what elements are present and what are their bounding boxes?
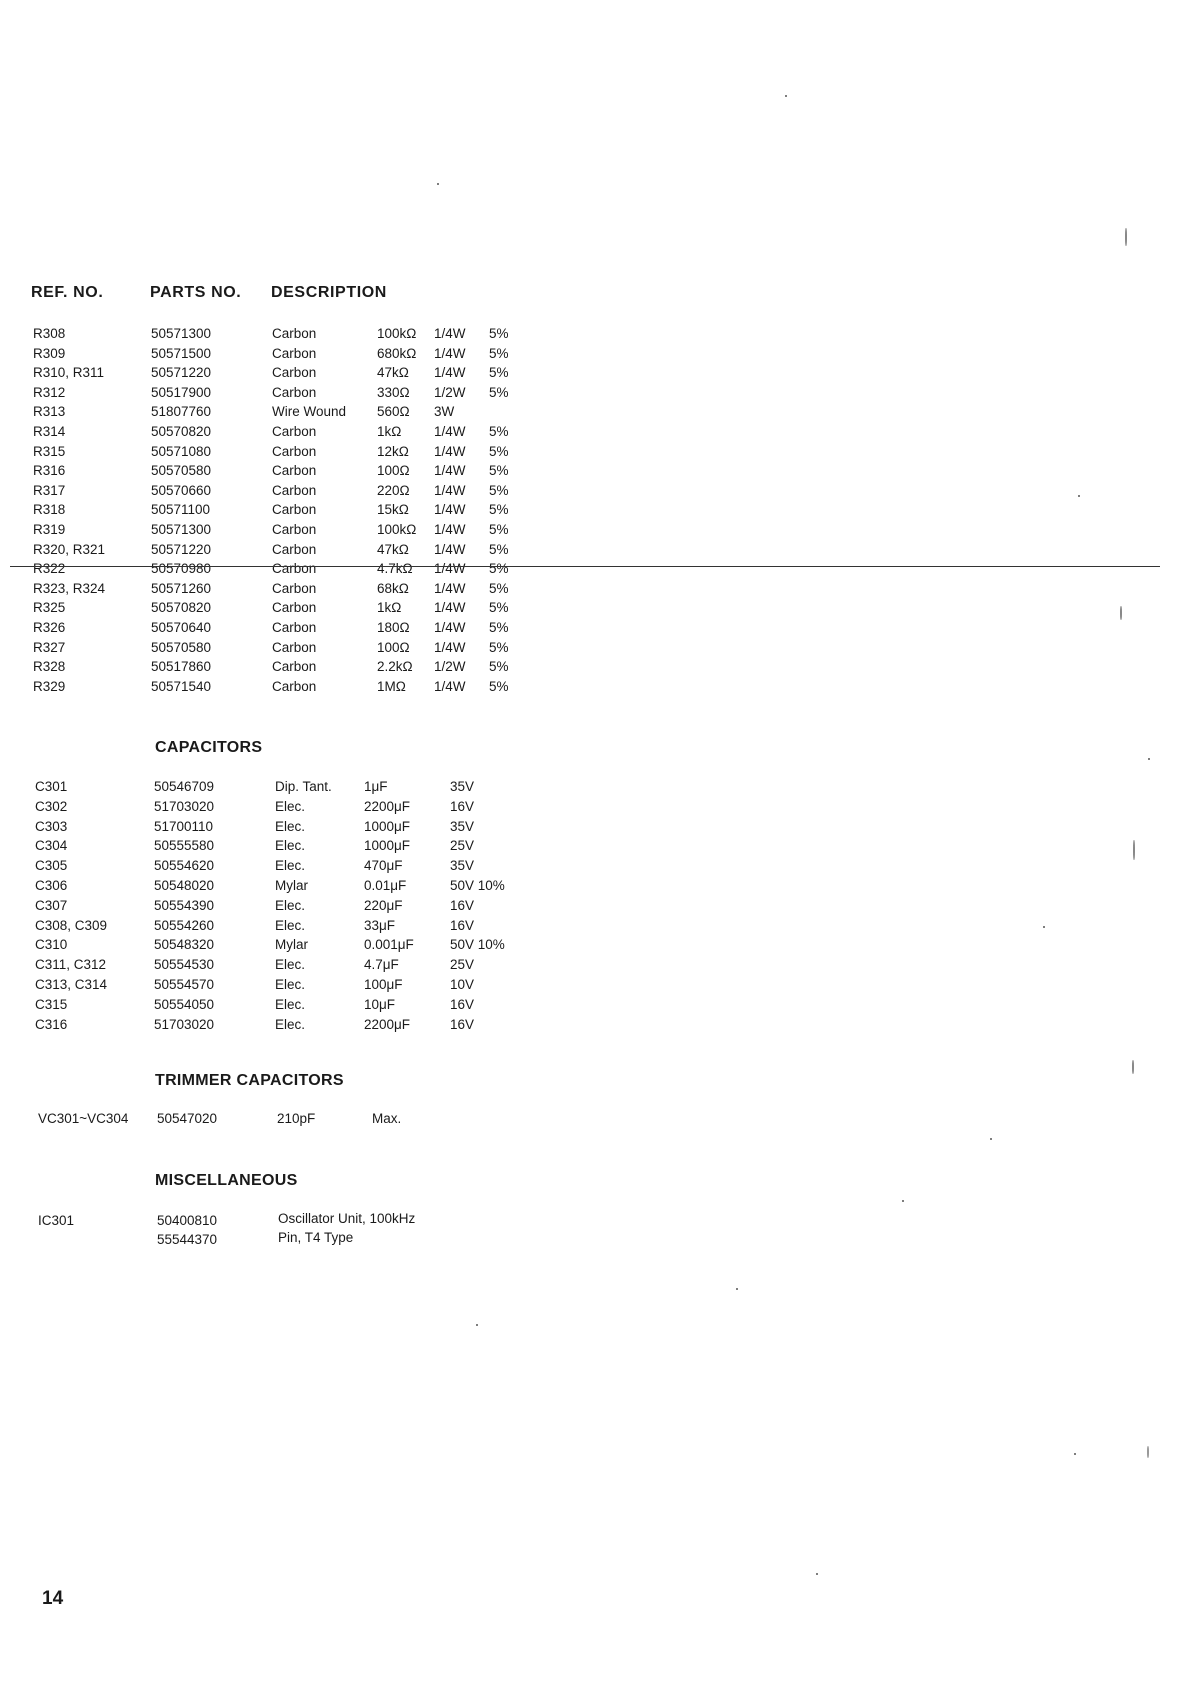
value: 470μF bbox=[364, 858, 403, 874]
parts-no: 50571500 bbox=[151, 345, 212, 361]
voltage: 16V bbox=[450, 996, 475, 1012]
type: Carbon bbox=[272, 443, 317, 459]
power: 1/4W bbox=[434, 678, 466, 694]
value: 0.01μF bbox=[364, 877, 407, 893]
tolerance: 5% bbox=[489, 345, 509, 361]
ref-no: R319 bbox=[33, 521, 66, 537]
value: 220Ω bbox=[377, 482, 410, 498]
parts-no: 50571540 bbox=[151, 678, 212, 694]
ref-no: C303 bbox=[35, 818, 68, 834]
type: Carbon bbox=[272, 521, 317, 537]
parts-no: 50570820 bbox=[151, 423, 212, 439]
type: Mylar bbox=[275, 877, 308, 893]
type: Carbon bbox=[272, 561, 317, 577]
parts-no: 50571220 bbox=[151, 541, 212, 557]
tolerance: 5% bbox=[489, 326, 509, 341]
table-row bbox=[0, 856, 560, 876]
table-row bbox=[0, 598, 560, 618]
tolerance: 5% bbox=[489, 502, 509, 518]
value: 15kΩ bbox=[377, 502, 409, 518]
value: 100Ω bbox=[377, 639, 410, 655]
parts-no: 50548020 bbox=[154, 877, 215, 893]
tolerance: 5% bbox=[489, 463, 509, 479]
parts-no: 50517860 bbox=[151, 659, 212, 675]
table-row bbox=[0, 817, 560, 837]
ref-no: C301 bbox=[35, 779, 68, 794]
header-parts-no: PARTS NO. bbox=[150, 284, 242, 301]
ref-no: R325 bbox=[33, 600, 66, 616]
ref-no: R323, R324 bbox=[33, 580, 106, 596]
scan-speck bbox=[736, 1288, 738, 1290]
ref-no: C305 bbox=[35, 858, 68, 874]
power: 1/4W bbox=[434, 326, 466, 341]
tolerance: 5% bbox=[489, 561, 509, 577]
trimmer-note: Max. bbox=[372, 1111, 402, 1126]
type: Elec. bbox=[275, 858, 306, 874]
table-row bbox=[0, 657, 560, 677]
table-row bbox=[0, 402, 560, 422]
ref-no: R309 bbox=[33, 345, 66, 361]
parts-no: 50554260 bbox=[154, 917, 215, 933]
scan-speck bbox=[1148, 758, 1150, 760]
scan-speck bbox=[437, 183, 439, 185]
value: 680kΩ bbox=[377, 345, 417, 361]
ref-no: C316 bbox=[35, 1016, 68, 1032]
table-row bbox=[0, 836, 560, 856]
ref-no: R328 bbox=[33, 659, 66, 675]
type: Carbon bbox=[272, 600, 317, 616]
power: 1/4W bbox=[434, 345, 466, 361]
table-row bbox=[0, 677, 560, 697]
type: Elec. bbox=[275, 976, 306, 992]
power: 1/4W bbox=[434, 580, 466, 596]
table-row bbox=[0, 896, 560, 916]
ref-no: R329 bbox=[33, 678, 66, 694]
scan-speck bbox=[1132, 1060, 1134, 1074]
table-row bbox=[0, 797, 560, 817]
ref-no: C304 bbox=[35, 838, 68, 854]
scan-speck bbox=[785, 95, 787, 97]
section-title-capacitors: CAPACITORS bbox=[155, 739, 263, 756]
type: Carbon bbox=[272, 423, 317, 439]
value: 100kΩ bbox=[377, 326, 417, 341]
value: 0.001μF bbox=[364, 937, 414, 953]
type: Carbon bbox=[272, 541, 317, 557]
value: 560Ω bbox=[377, 404, 410, 420]
table-row bbox=[0, 520, 560, 540]
type: Carbon bbox=[272, 678, 317, 694]
type: Carbon bbox=[272, 502, 317, 518]
parts-no: 50571300 bbox=[151, 326, 212, 341]
table-row bbox=[0, 876, 560, 896]
page-number: 14 bbox=[42, 1588, 64, 1609]
ref-no: R318 bbox=[33, 502, 66, 518]
ref-no: R314 bbox=[33, 423, 66, 439]
power: 1/4W bbox=[434, 619, 466, 635]
voltage: 50V 10% bbox=[450, 877, 505, 893]
parts-no: 50554570 bbox=[154, 976, 215, 992]
value: 47kΩ bbox=[377, 541, 409, 557]
type: Carbon bbox=[272, 482, 317, 498]
parts-no: 50570580 bbox=[151, 639, 212, 655]
scan-speck bbox=[1120, 606, 1122, 620]
value: 330Ω bbox=[377, 384, 410, 400]
type: Elec. bbox=[275, 838, 306, 854]
parts-no: 50555580 bbox=[154, 838, 215, 854]
value: 100kΩ bbox=[377, 521, 417, 537]
trimmer-ref-no: VC301~VC304 bbox=[38, 1111, 129, 1126]
type: Mylar bbox=[275, 937, 308, 953]
ref-no: R322 bbox=[33, 561, 66, 577]
tolerance: 5% bbox=[489, 423, 509, 439]
header-description: DESCRIPTION bbox=[271, 284, 387, 301]
parts-no: 50570820 bbox=[151, 600, 212, 616]
misc-parts-no-2: 55544370 bbox=[157, 1232, 218, 1247]
ref-no: C311, C312 bbox=[35, 957, 107, 973]
value: 47kΩ bbox=[377, 365, 409, 381]
ref-no: R313 bbox=[33, 404, 66, 420]
ref-no: R326 bbox=[33, 619, 66, 635]
table-row bbox=[0, 618, 560, 638]
parts-no: 50554530 bbox=[154, 957, 215, 973]
scan-speck bbox=[1147, 1446, 1149, 1458]
scan-speck bbox=[902, 1200, 904, 1202]
capacitor-list bbox=[0, 777, 560, 1034]
voltage: 16V bbox=[450, 1016, 475, 1032]
tolerance: 5% bbox=[489, 659, 509, 675]
scan-speck bbox=[1133, 840, 1135, 860]
table-row bbox=[0, 995, 560, 1015]
power: 1/4W bbox=[434, 639, 466, 655]
trimmer-value: 210pF bbox=[277, 1111, 316, 1126]
ref-no: C306 bbox=[35, 877, 68, 893]
table-row bbox=[0, 540, 560, 560]
tolerance: 5% bbox=[489, 521, 509, 537]
voltage: 10V bbox=[450, 976, 475, 992]
tolerance: 5% bbox=[489, 678, 509, 694]
parts-no: 50570640 bbox=[151, 619, 212, 635]
type: Carbon bbox=[272, 463, 317, 479]
value: 4.7μF bbox=[364, 957, 399, 973]
scan-speck bbox=[990, 1138, 992, 1140]
ref-no: R312 bbox=[33, 384, 66, 400]
type: Elec. bbox=[275, 818, 306, 834]
value: 1000μF bbox=[364, 818, 411, 834]
voltage: 16V bbox=[450, 798, 475, 814]
table-row bbox=[0, 975, 560, 995]
scan-speck bbox=[816, 1573, 818, 1575]
power: 1/4W bbox=[434, 541, 466, 557]
header-ref-no: REF. NO. bbox=[31, 284, 104, 301]
section-title-trimmer-capacitors: TRIMMER CAPACITORS bbox=[155, 1072, 344, 1089]
voltage: 25V bbox=[450, 838, 475, 854]
ref-no: R317 bbox=[33, 482, 66, 498]
section-title-miscellaneous: MISCELLANEOUS bbox=[155, 1172, 298, 1189]
scan-line-divider bbox=[10, 566, 1160, 567]
parts-no: 50548320 bbox=[154, 937, 215, 953]
table-row bbox=[0, 579, 560, 599]
value: 1kΩ bbox=[377, 423, 402, 439]
voltage: 16V bbox=[450, 897, 475, 913]
power: 1/2W bbox=[434, 384, 466, 400]
parts-no: 50554390 bbox=[154, 897, 215, 913]
misc-description-1: Oscillator Unit, 100kHz bbox=[278, 1211, 416, 1226]
scan-speck bbox=[476, 1324, 478, 1326]
power: 1/4W bbox=[434, 561, 466, 577]
value: 4.7kΩ bbox=[377, 561, 413, 577]
type: Elec. bbox=[275, 917, 306, 933]
type: Wire Wound bbox=[272, 404, 347, 420]
type: Dip. Tant. bbox=[275, 779, 332, 794]
type: Elec. bbox=[275, 957, 306, 973]
voltage: 25V bbox=[450, 957, 475, 973]
parts-no: 51703020 bbox=[154, 798, 215, 814]
parts-no: 50570660 bbox=[151, 482, 212, 498]
table-row bbox=[0, 916, 560, 936]
scan-speck bbox=[1125, 228, 1127, 246]
table-row bbox=[0, 344, 560, 364]
type: Carbon bbox=[272, 659, 317, 675]
type: Carbon bbox=[272, 580, 317, 596]
scan-speck bbox=[1078, 495, 1080, 497]
scan-speck bbox=[1043, 926, 1045, 928]
type: Elec. bbox=[275, 996, 306, 1012]
power: 1/4W bbox=[434, 482, 466, 498]
table-row bbox=[0, 383, 560, 403]
parts-no: 51700110 bbox=[154, 818, 214, 834]
ref-no: R327 bbox=[33, 639, 66, 655]
value: 12kΩ bbox=[377, 443, 409, 459]
voltage: 35V bbox=[450, 779, 475, 794]
value: 2200μF bbox=[364, 1016, 411, 1032]
ref-no: C310 bbox=[35, 937, 68, 953]
ref-no: R308 bbox=[33, 326, 66, 341]
parts-no: 50571080 bbox=[151, 443, 212, 459]
value: 2.2kΩ bbox=[377, 659, 413, 675]
value: 1000μF bbox=[364, 838, 411, 854]
table-row bbox=[0, 442, 560, 462]
value: 68kΩ bbox=[377, 580, 409, 596]
voltage: 16V bbox=[450, 917, 475, 933]
tolerance: 5% bbox=[489, 541, 509, 557]
tolerance: 5% bbox=[489, 619, 509, 635]
table-row bbox=[0, 955, 560, 975]
tolerance: 5% bbox=[489, 384, 509, 400]
parts-no: 50570980 bbox=[151, 561, 212, 577]
table-row bbox=[0, 1015, 560, 1035]
tolerance: 5% bbox=[489, 639, 509, 655]
tolerance: 5% bbox=[489, 580, 509, 596]
type: Elec. bbox=[275, 798, 306, 814]
type: Carbon bbox=[272, 345, 317, 361]
table-row bbox=[0, 559, 560, 579]
ref-no: C315 bbox=[35, 996, 68, 1012]
value: 10μF bbox=[364, 996, 396, 1012]
type: Carbon bbox=[272, 384, 317, 400]
power: 1/4W bbox=[434, 423, 466, 439]
power: 1/4W bbox=[434, 502, 466, 518]
tolerance: 5% bbox=[489, 443, 509, 459]
type: Carbon bbox=[272, 619, 317, 635]
parts-no: 51703020 bbox=[154, 1016, 215, 1032]
type: Carbon bbox=[272, 365, 317, 381]
parts-no: 50546709 bbox=[154, 779, 215, 794]
resistor-list bbox=[0, 324, 560, 696]
power: 1/4W bbox=[434, 600, 466, 616]
type: Elec. bbox=[275, 1016, 306, 1032]
ref-no: C308, C309 bbox=[35, 917, 108, 933]
parts-no: 50571260 bbox=[151, 580, 212, 596]
type: Carbon bbox=[272, 326, 317, 341]
ref-no: R310, R311 bbox=[33, 365, 105, 381]
voltage: 35V bbox=[450, 858, 475, 874]
type: Elec. bbox=[275, 897, 306, 913]
table-row bbox=[0, 461, 560, 481]
ref-no: C313, C314 bbox=[35, 976, 108, 992]
value: 100Ω bbox=[377, 463, 410, 479]
misc-ref-no: IC301 bbox=[38, 1213, 75, 1228]
type: Carbon bbox=[272, 639, 317, 655]
power: 1/4W bbox=[434, 463, 466, 479]
parts-no: 50571100 bbox=[151, 502, 211, 518]
table-row bbox=[0, 777, 560, 797]
parts-no: 50571300 bbox=[151, 521, 212, 537]
value: 1kΩ bbox=[377, 600, 402, 616]
value: 2200μF bbox=[364, 798, 411, 814]
value: 220μF bbox=[364, 897, 403, 913]
table-row bbox=[0, 422, 560, 442]
table-row bbox=[0, 500, 560, 520]
table-row bbox=[0, 481, 560, 501]
power: 1/4W bbox=[434, 443, 466, 459]
parts-no: 50571220 bbox=[151, 365, 212, 381]
tolerance: 5% bbox=[489, 365, 509, 381]
tolerance: 5% bbox=[489, 600, 509, 616]
parts-no: 51807760 bbox=[151, 404, 212, 420]
table-row bbox=[0, 638, 560, 658]
misc-description-2: Pin, T4 Type bbox=[278, 1230, 354, 1245]
power: 1/4W bbox=[434, 365, 466, 381]
parts-no: 50554050 bbox=[154, 996, 215, 1012]
value: 1MΩ bbox=[377, 678, 406, 694]
power: 1/2W bbox=[434, 659, 466, 675]
ref-no: R315 bbox=[33, 443, 66, 459]
power: 1/4W bbox=[434, 521, 466, 537]
ref-no: C307 bbox=[35, 897, 68, 913]
ref-no: R320, R321 bbox=[33, 541, 106, 557]
table-row bbox=[0, 324, 560, 344]
tolerance: 5% bbox=[489, 482, 509, 498]
table-row bbox=[0, 935, 560, 955]
table-row bbox=[0, 363, 560, 383]
power: 3W bbox=[434, 404, 455, 420]
parts-no: 50517900 bbox=[151, 384, 212, 400]
value: 100μF bbox=[364, 976, 403, 992]
scan-speck bbox=[1074, 1453, 1076, 1455]
value: 1μF bbox=[364, 779, 388, 794]
ref-no: C302 bbox=[35, 798, 68, 814]
ref-no: R316 bbox=[33, 463, 66, 479]
voltage: 35V bbox=[450, 818, 475, 834]
voltage: 50V 10% bbox=[450, 937, 505, 953]
trimmer-parts-no: 50547020 bbox=[157, 1111, 218, 1126]
value: 180Ω bbox=[377, 619, 410, 635]
parts-no: 50570580 bbox=[151, 463, 212, 479]
misc-parts-no-1: 50400810 bbox=[157, 1213, 218, 1228]
parts-no: 50554620 bbox=[154, 858, 215, 874]
value: 33μF bbox=[364, 917, 396, 933]
